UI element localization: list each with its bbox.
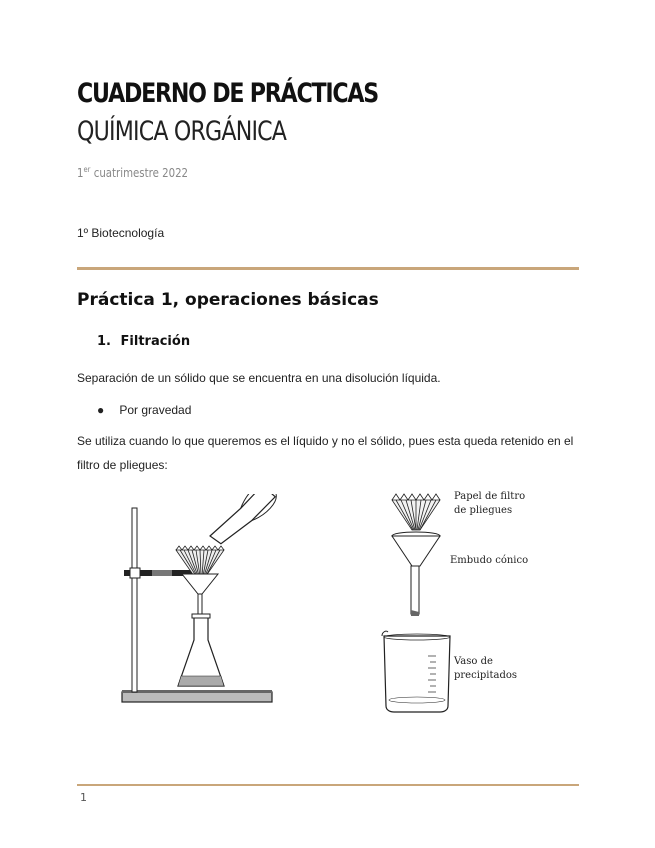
label-filter-paper-line2: de pliegues (454, 505, 513, 516)
subsection-title: Filtración (120, 334, 191, 349)
term-subtitle (77, 165, 188, 180)
label-beaker-line1: Vaso de (454, 656, 493, 667)
document-title: CUADERNO DE PRÁCTICAS (77, 78, 379, 109)
subsection-heading (97, 334, 190, 349)
course-label: 1º Biotecnología (77, 226, 165, 240)
term-suffix: er (83, 165, 91, 174)
page-number: 1 (80, 791, 87, 804)
section-heading: Práctica 1, operaciones básicas (77, 290, 379, 310)
label-funnel: Embudo cónico (450, 555, 529, 566)
paragraph-definition: Separación de un sólido que se encuentra en una disolución líquida. (77, 371, 441, 385)
list-item-text: Por gravedad (119, 403, 192, 417)
header-divider (77, 267, 579, 270)
paragraph-usage: Se utiliza cuando lo que queremos es el líquido y no el sólido, pues esta queda retenido en el filtro de pliegues: (77, 434, 574, 472)
subsection-number: 1. (97, 334, 111, 349)
footer-divider (77, 784, 579, 786)
term-text: cuatrimestre 2022 (90, 166, 189, 180)
label-beaker-line2: precipitados (454, 670, 518, 681)
list-item (97, 398, 191, 422)
bullet-marker: ● (97, 403, 105, 417)
filtration-apparatus-illustration (118, 494, 278, 712)
document-subject: QUÍMICA ORGÁNICA (77, 116, 287, 147)
label-filter-paper-line1: Papel de filtro (454, 491, 526, 502)
term-number: 1 (77, 166, 84, 180)
